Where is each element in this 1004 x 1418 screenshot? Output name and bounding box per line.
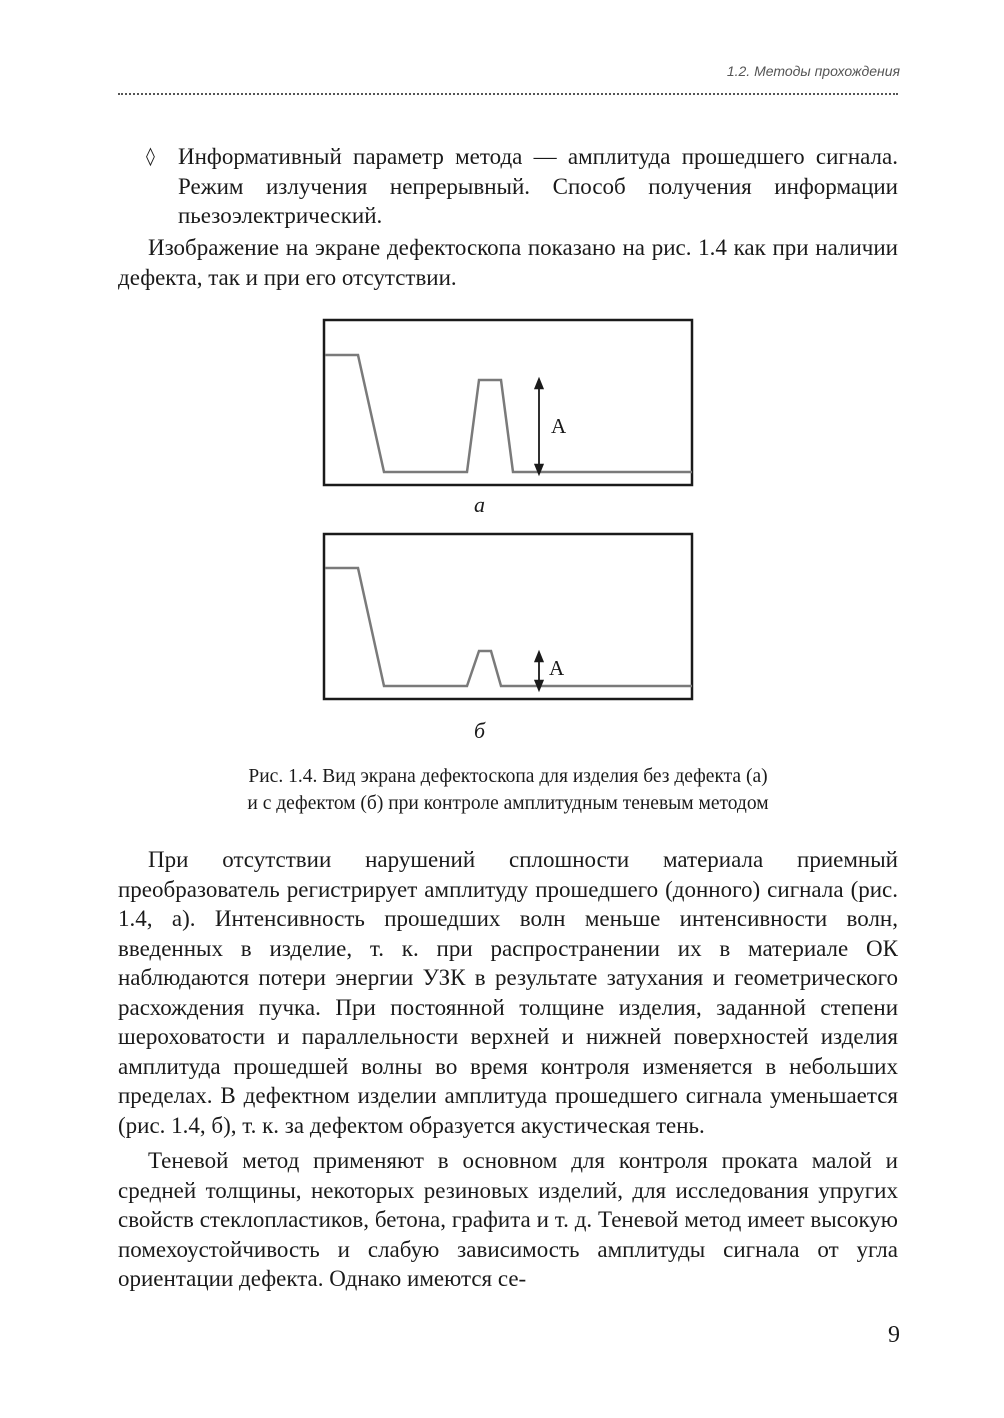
screen-panel-a: [324, 320, 692, 485]
panel-b-label: б: [474, 718, 486, 743]
amplitude-label-a: A: [551, 414, 567, 438]
caption-line-1: Рис. 1.4. Вид экрана дефектоскопа для изделия без дефекта (а): [248, 766, 768, 787]
screen-panel-b: [324, 534, 692, 699]
intro-paragraph: Изображение на экране дефектоскопа показано на рис. 1.4 как при наличии дефекта, так и при его отсутствии.: [118, 235, 898, 290]
body-paragraph-1: При отсутствии нарушений сплошности материала приемный преобразователь регистрирует амплитуду прошедшего (донного) сигнала (рис. 1.4, а). Интенсивность прошедших волн меньше интенсивности волн, введенных в изделие, т. к. при распространении их в материале ОК наблюдаются потери энергии УЗК в результате затухания и геометрического расхождения пучка. При постоянной толщине изделия, заданной степени шероховатости и параллельности верхней и нижней поверхностей изделия амплитуда прошедшей волны во время контроля изменяется в небольших пределах. В дефектном изделии амплитуда прошедшего сигнала уменьшается (рис. 1.4, б), т. к. за дефектом образуется акустическая тень.: [118, 847, 898, 1138]
figure-caption: [118, 763, 898, 817]
body-paragraph-2: Теневой метод применяют в основном для контроля проката малой и средней толщины, некоторых резиновых изделий, для исследования упругих свойств стеклопластиков, бетона, графита и т. д. Теневой метод имеет высокую помехоустойчивость и слабую зависимость амплитуды сигнала от угла ориентации дефекта. Однако имеются се-: [118, 1148, 898, 1291]
screen-frame-b: [324, 534, 692, 699]
page-number: 9: [888, 1322, 900, 1348]
diamond-bullet-icon: ◊: [146, 146, 155, 167]
signal-trace-b: [325, 568, 692, 686]
screen-frame-a: [324, 320, 692, 485]
caption-line-2: и с дефектом (б) при контроле амплитудным теневым методом: [247, 793, 769, 814]
amplitude-label-b: A: [549, 656, 565, 680]
running-header: 1.2. Методы прохождения: [726, 63, 900, 79]
bullet-text: Информативный параметр метода — амплитуда прошедшего сигнала. Режим излучения непрерывный. Способ получения информации пьезоэлектрический.: [178, 144, 898, 228]
panel-a-label: а: [474, 492, 485, 517]
signal-trace-a: [325, 355, 692, 472]
